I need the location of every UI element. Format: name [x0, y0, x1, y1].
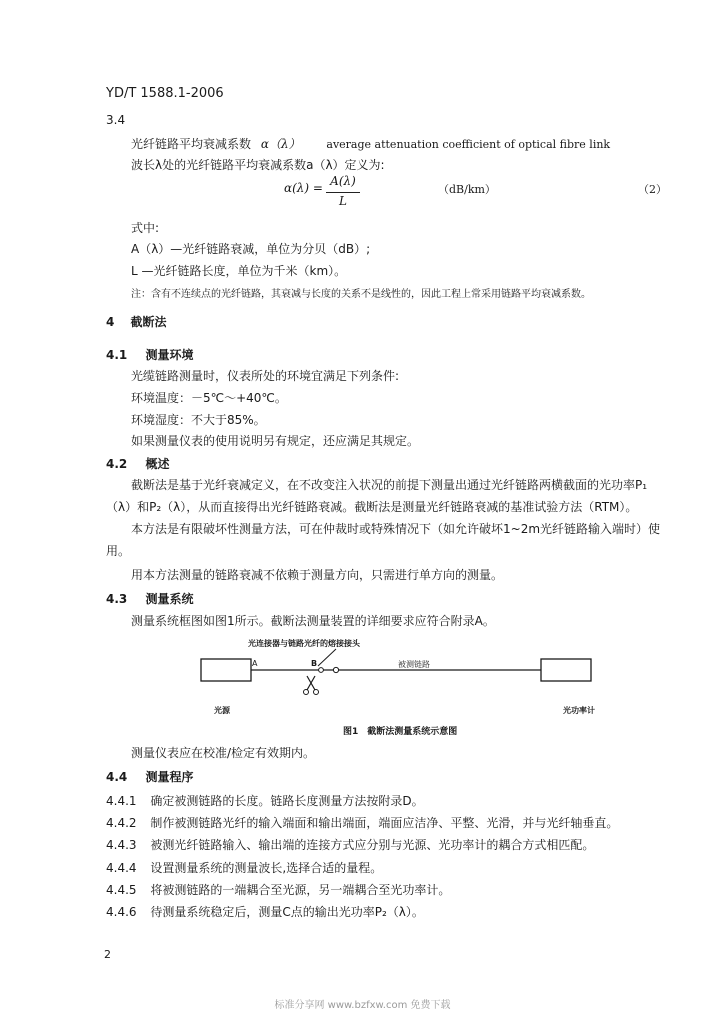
s42-paragraph-3: 用本方法测量的链路衰减不依赖于测量方向，只需进行单方向的测量。 — [131, 568, 504, 582]
section-number-4-2: 4.2 — [106, 457, 128, 471]
section-heading-4 — [106, 313, 167, 330]
watermark: 标准分享网 www.bzfxw.com 免费下载 — [274, 1000, 451, 1011]
section-number-4-3: 4.3 — [106, 592, 128, 606]
fraction-bar — [326, 192, 360, 193]
tested-link-label: 被测链路 — [398, 660, 430, 669]
section-heading-4-1 — [106, 346, 193, 363]
formula-lhs: α(λ) = — [284, 181, 323, 195]
procedure-step — [106, 792, 424, 809]
s43-paragraph-1: 测量系统框图如图1所示。截断法测量装置的详细要求应符合附录A。 — [131, 614, 495, 628]
term-chinese: 光纤链路平均衰减系数 — [131, 137, 252, 151]
section-number-4-4: 4.4 — [106, 770, 128, 784]
procedure-step — [106, 903, 424, 920]
s42-paragraph-2-line-2: 用。 — [106, 544, 131, 558]
connector-leader-line — [318, 649, 336, 666]
step-text: 设置测量系统的测量波长,选择合适的量程。 — [150, 861, 383, 875]
section-title-4-2: 概述 — [145, 457, 170, 471]
step-number: 4.4.3 — [106, 838, 137, 852]
s43-paragraph-2: 测量仪表应在校准/检定有效期内。 — [131, 746, 316, 760]
power-meter-label: 光功率计 — [563, 706, 595, 715]
step-number: 4.4.4 — [106, 861, 137, 875]
procedure-step — [106, 881, 450, 898]
section-heading-4-2 — [106, 455, 169, 472]
step-text: 被测光纤链路输入、输出端的连接方式应分别与光源、光功率计的耦合方式相匹配。 — [150, 838, 595, 852]
section-title-4-1: 测量环境 — [145, 348, 194, 362]
section-title-4: 截断法 — [130, 315, 167, 329]
section-number-4-1: 4.1 — [106, 348, 128, 362]
step-text: 将被测链路的一端耦合至光源，另一端耦合至光功率计。 — [150, 883, 451, 897]
connector-label: 光连接器与链路光纤的熔接接头 — [248, 639, 360, 648]
point-b-label: B — [311, 659, 318, 668]
figure-caption: 图1 截断法测量系统示意图 — [343, 727, 458, 737]
scissors-icon — [304, 676, 319, 695]
procedure-step — [106, 859, 382, 876]
section-heading-4-4 — [106, 768, 193, 785]
s41-paragraph-3: 环境湿度：不大于85%。 — [131, 413, 266, 427]
step-text: 确定被测链路的长度。链路长度测量方法按附录D。 — [150, 794, 424, 808]
note: 注：含有不连续点的光纤链路，其衰减与长度的关系不是线性的，因此工程上常采用链路平均衰减系数。 — [131, 289, 591, 300]
figure-1-diagram — [190, 632, 630, 742]
variable-a-description: A（λ）—光纤链路衰减，单位为分贝（dB）; — [131, 242, 371, 256]
section-title-4-3: 测量系统 — [145, 592, 194, 606]
term-definition: 波长λ处的光纤链路平均衰减系数a（λ）定义为: — [131, 158, 385, 172]
section-title-4-4: 测量程序 — [145, 770, 194, 784]
s41-paragraph-2: 环境温度：－5℃～+40℃。 — [131, 391, 287, 405]
where-label: 式中: — [131, 221, 160, 235]
step-text: 待测量系统稳定后，测量C点的输出光功率P₂（λ）。 — [150, 905, 424, 919]
formula-denominator: L — [339, 194, 347, 208]
formula-unit: （dB/km） — [438, 183, 496, 196]
page-number: 2 — [104, 948, 111, 961]
term-english: average attenuation coefficient of optical fibre link — [326, 138, 611, 151]
s41-paragraph-4: 如果测量仪表的使用说明另有规定，还应满足其规定。 — [131, 434, 420, 448]
point-a-label: A — [252, 659, 258, 668]
term-symbol: α（λ） — [260, 137, 301, 151]
light-source-label: 光源 — [214, 706, 230, 715]
s42-paragraph-2-line-1: 本方法是有限破坏性测量方法，可在仲裁时或特殊情况下（如允许破坏1~2m光纤链路输入端时）使 — [131, 522, 661, 536]
step-number: 4.4.1 — [106, 794, 137, 808]
s41-paragraph-1: 光缆链路测量时，仪表所处的环境宜满足下列条件: — [131, 369, 400, 383]
splice-joint — [333, 667, 338, 672]
step-number: 4.4.5 — [106, 883, 137, 897]
document-id: YD/T 1588.1-2006 — [106, 86, 224, 101]
variable-l-description: L —光纤链路长度，单位为千米（km）。 — [131, 264, 347, 278]
term-heading — [131, 135, 610, 152]
power-meter-box — [541, 659, 591, 681]
splice-point-b — [319, 668, 324, 673]
step-text: 制作被测链路光纤的输入端面和输出端面，端面应洁净、平整、光滑，并与光纤轴垂直。 — [150, 816, 619, 830]
procedure-step — [106, 814, 618, 831]
section-number-3-4: 3.4 — [106, 113, 126, 127]
step-number: 4.4.2 — [106, 816, 137, 830]
step-number: 4.4.6 — [106, 905, 137, 919]
s42-paragraph-1-line-1: 截断法是基于光纤衰减定义，在不改变注入状况的前提下测量出通过光纤链路两横截面的光功率P₁ — [131, 478, 648, 492]
light-source-box — [201, 659, 251, 681]
formula-number: （2） — [638, 183, 667, 196]
section-heading-4-3 — [106, 590, 193, 607]
s42-paragraph-1-line-2: （λ）和P₂（λ），从而直接得出光纤链路衰减。截断法是测量光纤链路衰减的基准试验方法（RTM）。 — [106, 500, 638, 514]
section-number-4: 4 — [106, 315, 115, 329]
formula-numerator: A(λ) — [330, 174, 356, 188]
procedure-step — [106, 836, 594, 853]
